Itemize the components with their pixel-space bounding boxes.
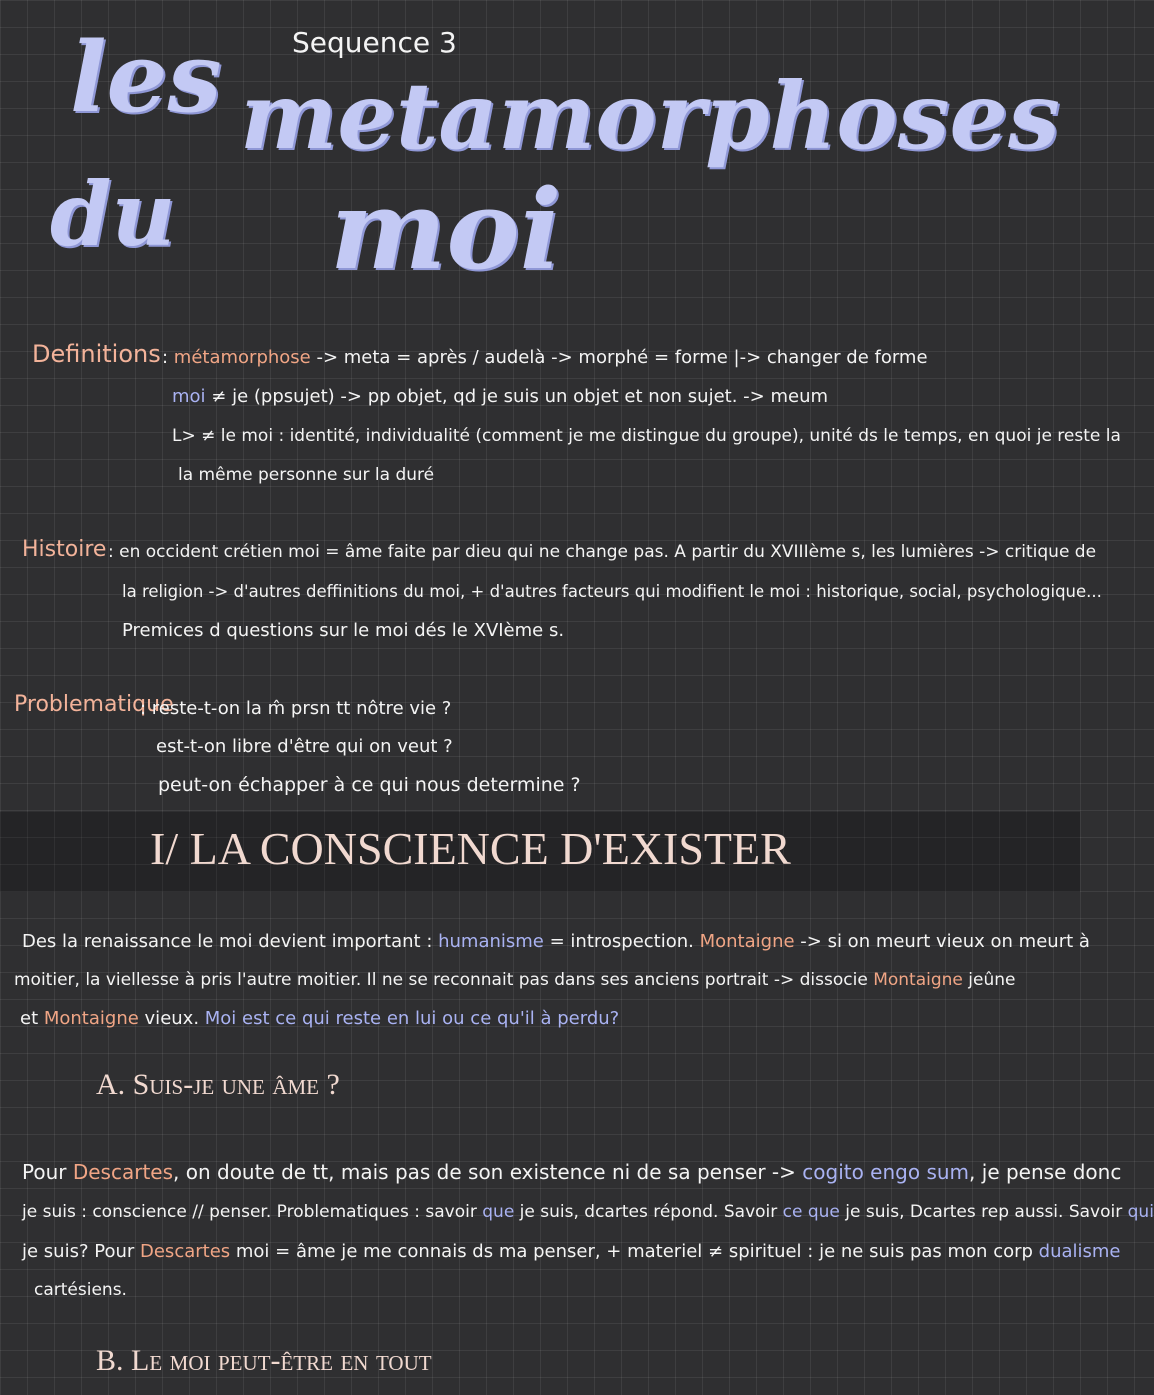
section-1-para-line-2 — [14, 970, 1015, 990]
text-segment: je suis, Dcartes rep aussi. Savoir — [839, 1202, 1128, 1222]
text-segment: Descartes — [140, 1241, 231, 1262]
text-segment: Montaigne — [699, 931, 795, 952]
text-segment: Moi est ce qui reste en lui ou ce qu'il à perdu? — [204, 1008, 620, 1029]
title-metamorphoses: metamorphoses — [240, 62, 1060, 170]
text-segment: et — [20, 1008, 44, 1029]
text-segment: ≠ je (ppsujet) -> pp objet, qd je suis un objet et non sujet. -> meum — [205, 386, 829, 407]
text-segment: qui — [1127, 1202, 1154, 1222]
text-segment: = introspection. — [543, 931, 700, 952]
definitions-line-3: L> ≠ le moi : identité, individualité (comment je me distingue du groupe), unité ds le temps, en quoi je reste la — [172, 426, 1121, 446]
text-segment: humanisme — [438, 931, 544, 952]
title-du: du — [50, 162, 176, 266]
text-segment: moitier, la viellesse à pris l'autre moitier. Il ne se reconnait pas dans ses anciens portrait -> dissocie — [14, 970, 874, 990]
title-moi: moi — [330, 165, 562, 294]
text-segment: Pour — [22, 1160, 73, 1184]
sequence-label: Sequence 3 — [292, 26, 457, 59]
text-segment: je suis? Pour — [22, 1241, 140, 1262]
problematique-line-1: : reste-t-on la m̂ prsn tt nôtre vie ? — [140, 698, 452, 719]
section-a-para-line-4: cartésiens. — [34, 1280, 127, 1300]
section-b-title — [96, 1344, 432, 1378]
problematique-label: Problematique — [14, 692, 174, 717]
text-segment: jeûne — [962, 970, 1016, 990]
text-segment: métamorphose — [173, 347, 311, 368]
text-segment: -> meta = après / audelà -> morphé = forme |-> changer de forme — [310, 347, 928, 368]
text-segment: dualisme — [1038, 1241, 1121, 1262]
histoire-line-1: : en occident crétien moi = âme faite par dieu qui ne change pas. A partir du XVIIIème s, les lumières -> critique de — [108, 542, 1097, 562]
text-segment: , je pense donc — [969, 1160, 1122, 1184]
text-segment: moi — [172, 386, 206, 407]
section-a-para-line-2 — [22, 1202, 1154, 1222]
definitions-line-2 — [172, 386, 828, 408]
text-segment: Montaigne — [43, 1008, 139, 1029]
text-segment: cogito engo sum — [802, 1160, 970, 1184]
text-segment: moi = âme je me connais ds ma penser, + materiel ≠ spirituel : je ne suis pas mon corp — [230, 1241, 1039, 1262]
text-segment: ce que — [782, 1202, 840, 1222]
text-segment: -> si on meurt vieux on meurt à — [794, 931, 1090, 952]
text-segment: , on doute de tt, mais pas de son existence ni de sa penser -> — [173, 1160, 803, 1184]
text-segment: je suis, dcartes répond. Savoir — [514, 1202, 783, 1222]
title-les: les — [70, 21, 222, 134]
section-a-title-text: A. Suis-je une âme ? — [96, 1068, 340, 1101]
problematique-line-2: est-t-on libre d'être qui on veut ? — [156, 736, 453, 757]
histoire-line-2: la religion -> d'autres deffinitions du moi, + d'autres facteurs qui modifient le moi : historique, social, psychologique... — [122, 582, 1102, 601]
text-segment: je suis : conscience // penser. Problematiques : savoir — [22, 1202, 483, 1222]
definitions-label: Definitions — [32, 340, 161, 368]
section-1-title: I/ LA CONSCIENCE D'EXISTER — [150, 823, 791, 874]
section-1-para-line-3 — [20, 1008, 619, 1030]
histoire-label: Histoire — [22, 537, 107, 562]
problematique-line-3: peut-on échapper à ce qui nous determine ? — [158, 774, 581, 796]
text-segment: : — [162, 347, 174, 368]
section-a-title — [96, 1068, 340, 1102]
section-b-title-text: B. Le moi peut-être en tout — [96, 1344, 432, 1377]
section-a-para-line-3 — [22, 1241, 1121, 1263]
histoire-line-3: Premices d questions sur le moi dés le XVIème s. — [122, 620, 565, 641]
text-segment: Montaigne — [873, 970, 963, 990]
text-segment: que — [482, 1202, 515, 1222]
text-segment: Des la renaissance le moi devient important : — [22, 931, 439, 952]
definitions-line-1 — [162, 347, 928, 369]
text-segment: vieux. — [138, 1008, 205, 1029]
section-a-para-line-1 — [22, 1160, 1121, 1184]
definitions-line-4: la même personne sur la duré — [178, 465, 435, 485]
text-segment: Descartes — [72, 1160, 174, 1184]
section-1-para-line-1 — [22, 931, 1090, 953]
